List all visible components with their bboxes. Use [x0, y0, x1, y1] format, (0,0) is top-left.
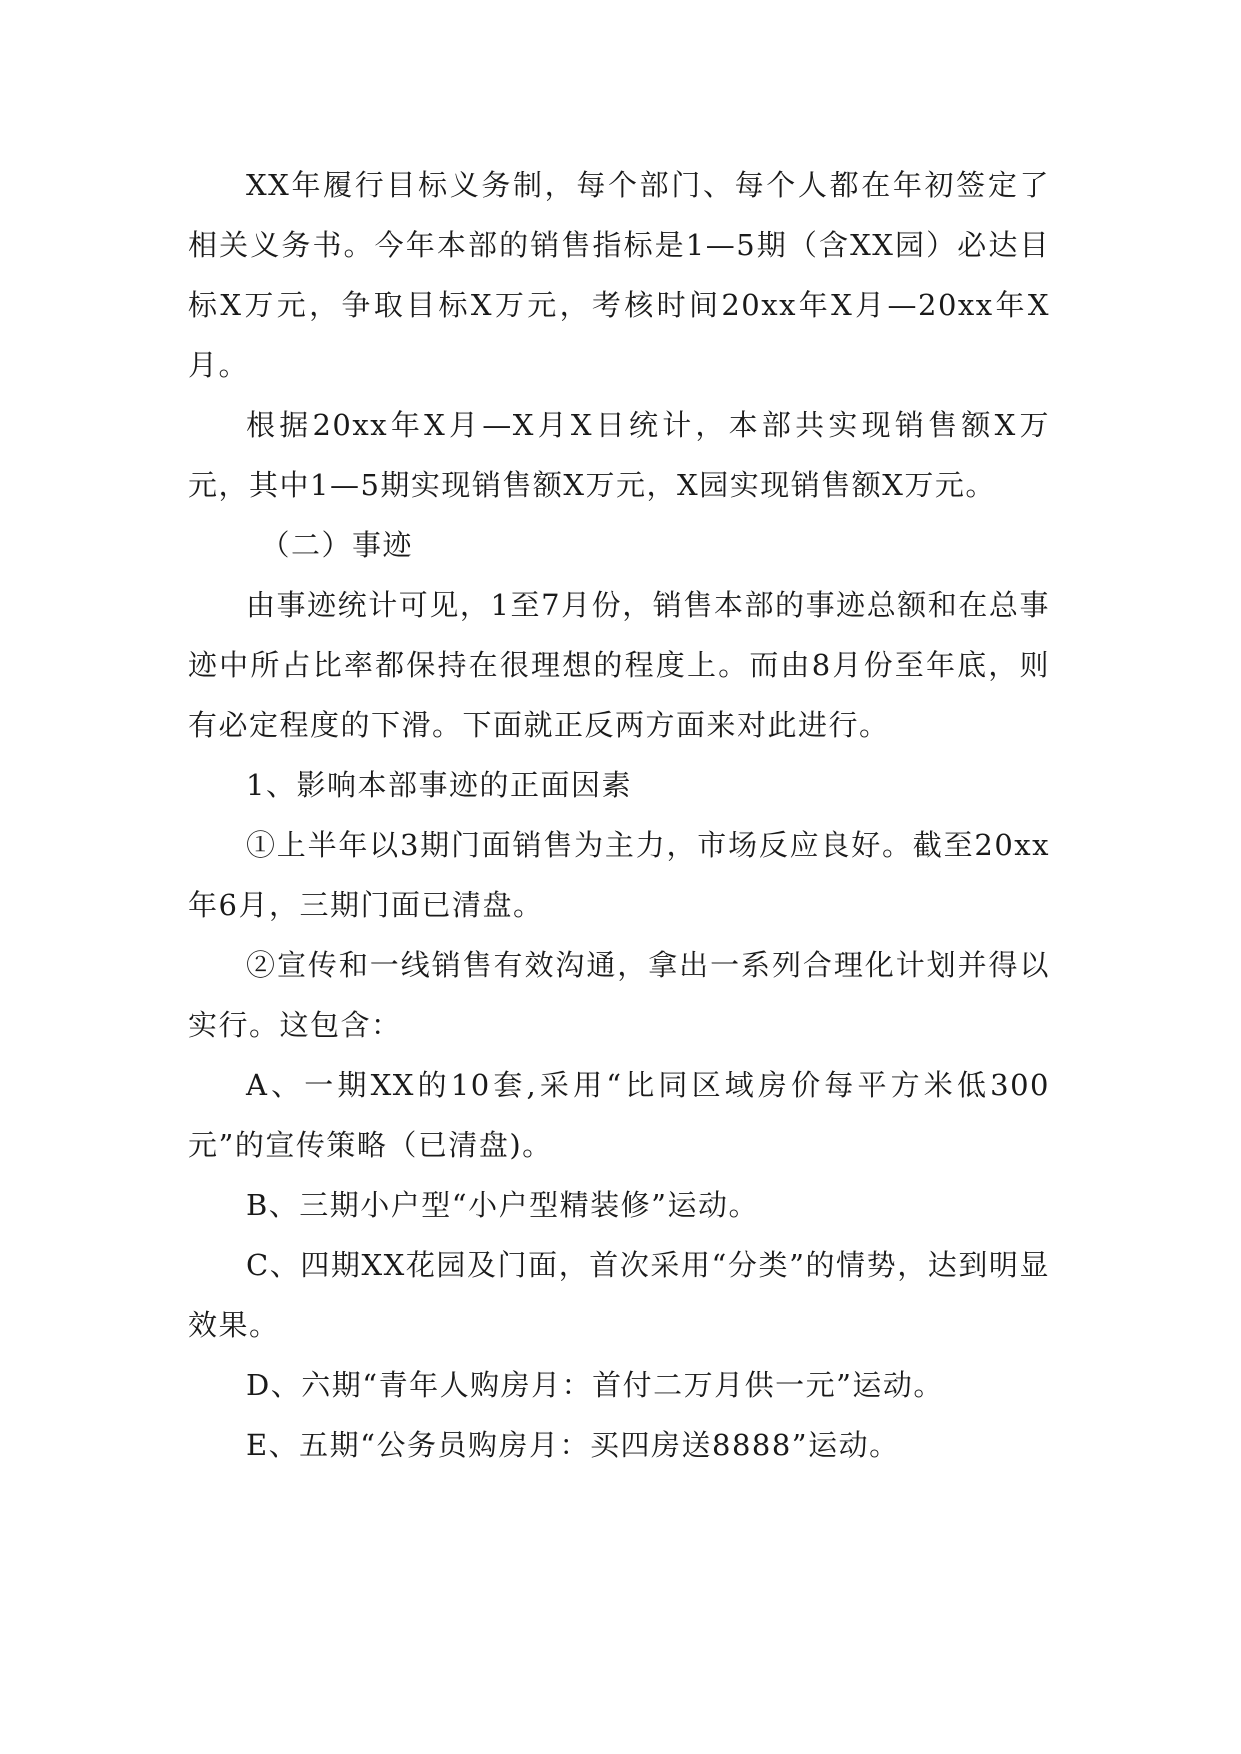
list-item-plan-b: B、三期小户型“小户型精装修”运动。	[246, 1188, 759, 1222]
paragraph-sales-statistics: 根据20xx年X月—X月X日统计，本部共实现销售额X万元，其中1—5期实现销售额X万元，X园实现销售额X万元。	[188, 408, 1050, 502]
list-item-plan-d: D、六期“青年人购房月：首付二万月供一元”运动。	[246, 1368, 944, 1402]
paragraph-achievement-overview: 由事迹统计可见，1至7月份，销售本部的事迹总额和在总事迹中所占比率都保持在很理想的程度上。而由8月份至年底，则有必定程度的下滑。下面就正反两方面来对此进行。	[188, 588, 1050, 742]
list-item-plan-c: C、四期XX花园及门面，首次采用“分类”的情势，达到明显效果。	[188, 1248, 1050, 1342]
paragraph-target-responsibility: XX年履行目标义务制，每个部门、每个人都在年初签定了相关义务书。今年本部的销售指标是1—5期（含XX园）必达目标X万元，争取目标X万元，考核时间20xx年X月—20xx年X月。	[188, 168, 1050, 382]
section-heading-achievements: （二）事迹	[260, 528, 414, 562]
subheading-positive-factors: 1、影响本部事迹的正面因素	[246, 768, 632, 802]
list-item-factor-1: ①上半年以3期门面销售为主力，市场反应良好。截至20xx年6月，三期门面已清盘。	[188, 828, 1050, 922]
document-body	[188, 155, 1050, 1475]
list-item-factor-2: ②宣传和一线销售有效沟通，拿出一系列合理化计划并得以实行。这包含：	[188, 948, 1050, 1042]
list-item-plan-e: E、五期“公务员购房月：买四房送8888”运动。	[246, 1428, 900, 1462]
list-item-plan-a: A、一期XX的10套,采用“比同区域房价每平方米低300元”的宣传策略（已清盘)。	[188, 1068, 1050, 1162]
